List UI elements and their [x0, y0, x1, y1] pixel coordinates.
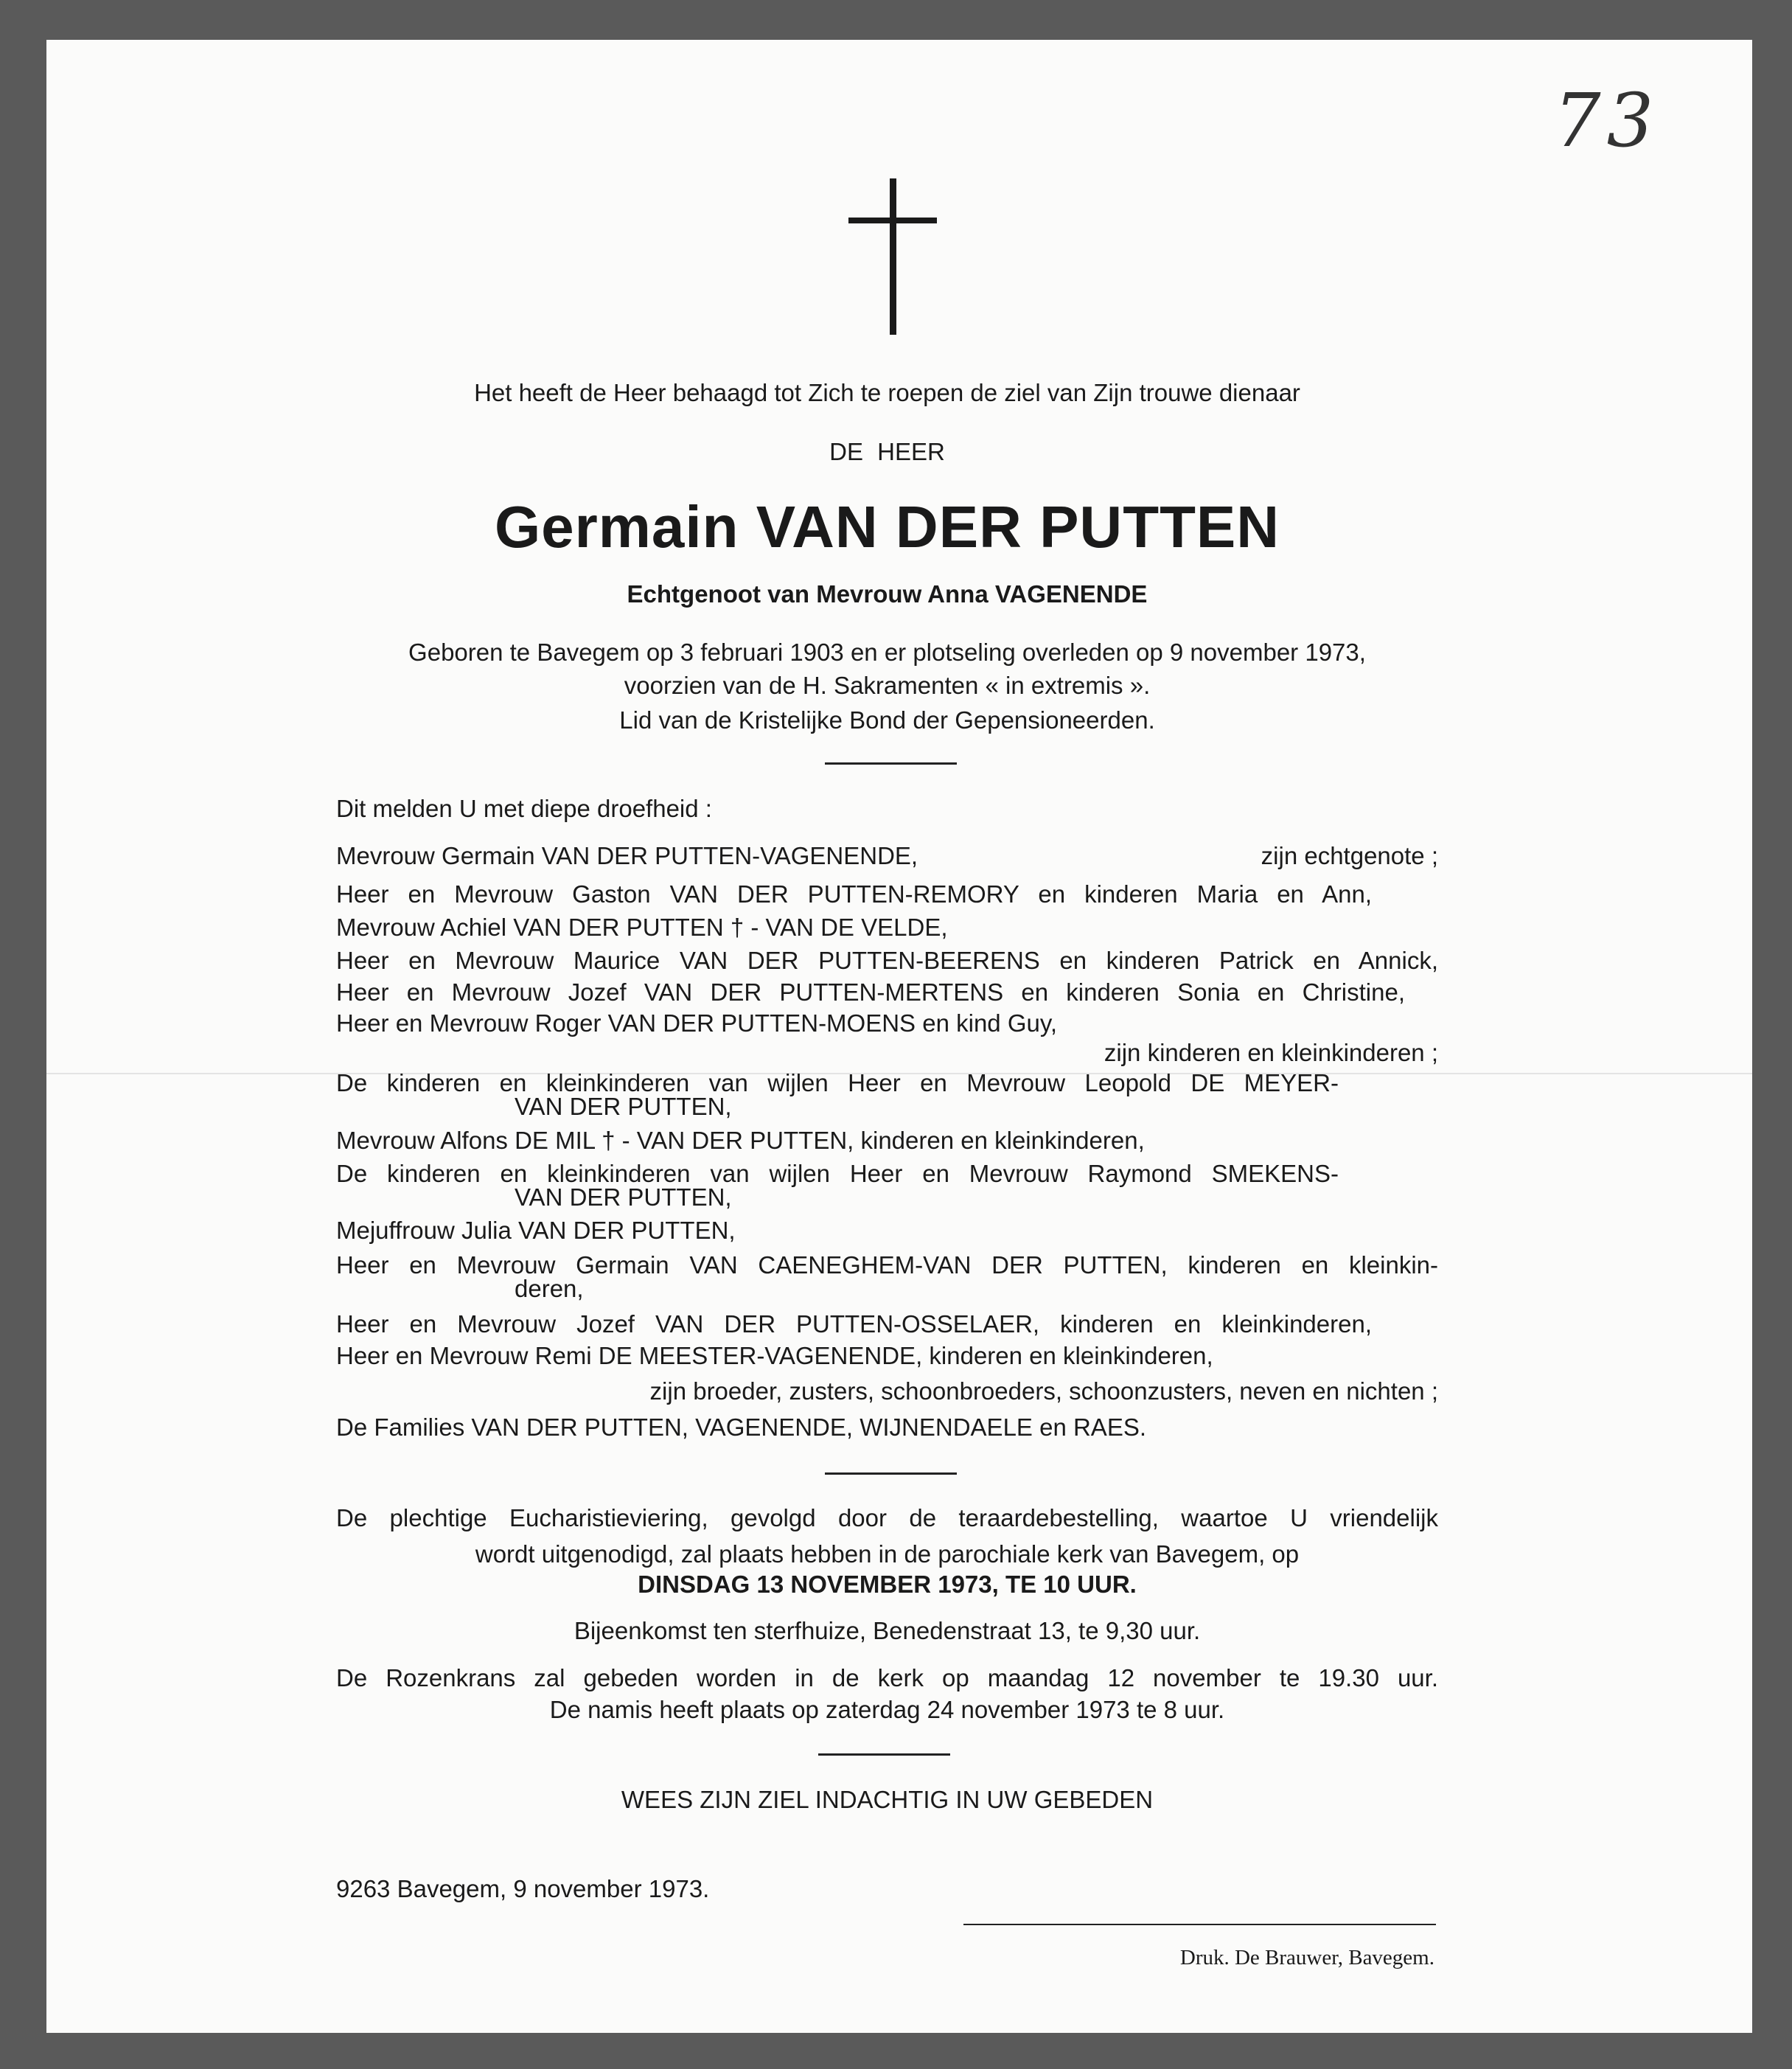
rosary-text: De Rozenkrans zal gebeden worden in de kerk op maandag 12 november te 19.30 uur. [336, 1664, 1438, 1691]
mourners-intro: Dit melden U met diepe droefheid : [336, 795, 712, 822]
mourner-child: Heer en Mevrouw Roger VAN DER PUTTEN-MOENS en kind Guy, [336, 1009, 1058, 1037]
mourner-sibling: Heer en Mevrouw Germain VAN CAENEGHEM-VAN DER PUTTEN, kinderen en kleinkin- [336, 1251, 1438, 1279]
handwritten-number: 73 [1554, 77, 1660, 164]
mourner-sibling: De kinderen en kleinkinderen van wijlen Heer en Mevrouw Raymond SMEKENS- [336, 1160, 1339, 1187]
mourner-sibling: Heer en Mevrouw Jozef VAN DER PUTTEN-OSSELAER, kinderen en kleinkinderen, [336, 1310, 1372, 1338]
mourner-sibling: VAN DER PUTTEN, [515, 1183, 732, 1211]
title-text: DE HEER [829, 438, 945, 465]
mourner-wife: Mevrouw Germain VAN DER PUTTEN-VAGENENDE, [336, 842, 918, 869]
divider [818, 1753, 950, 1756]
signature-line [963, 1924, 1436, 1925]
children-role: zijn kinderen en kleinkinderen ; [1104, 1039, 1438, 1066]
mourner-sibling: deren, [515, 1275, 584, 1302]
mourner-child: Mevrouw Achiel VAN DER PUTTEN † - VAN DE VELDE, [336, 914, 948, 941]
place-date: 9263 Bavegem, 9 november 1973. [336, 1875, 710, 1902]
intro-text: Het heeft de Heer behaagd tot Zich te roepen de ziel van Zijn trouwe dienaar [474, 379, 1300, 406]
closing-text: WEES ZIJN ZIEL INDACHTIG IN UW GEBEDEN [621, 1786, 1154, 1813]
deceased-name: Germain VAN DER PUTTEN [494, 494, 1280, 560]
service-text: wordt uitgenodigd, zal plaats hebben in de parochiale kerk van Bavegem, op [475, 1540, 1300, 1568]
service-date: DINSDAG 13 NOVEMBER 1973, TE 10 UUR. [638, 1571, 1137, 1598]
sacraments-text: voorzien van de H. Sakramenten « in extremis ». [624, 672, 1151, 699]
spouse-text: Echtgenoot van Mevrouw Anna VAGENENDE [627, 580, 1148, 608]
mourner-child: Heer en Mevrouw Maurice VAN DER PUTTEN-BEERENS en kinderen Patrick en Annick, [336, 947, 1438, 974]
printer-text: Druk. De Brauwer, Bavegem. [1179, 1946, 1434, 1969]
birth-death-text: Geboren te Bavegem op 3 februari 1903 en er plotseling overleden op 9 november 1973, [408, 639, 1366, 666]
wife-role: zijn echtgenote ; [1261, 842, 1438, 869]
families-text: De Families VAN DER PUTTEN, VAGENENDE, WIJNENDAELE en RAES. [336, 1413, 1147, 1441]
mourner-sibling: Heer en Mevrouw Remi DE MEESTER-VAGENENDE, kinderen en kleinkinderen, [336, 1342, 1213, 1369]
mourner-sibling: VAN DER PUTTEN, [515, 1093, 732, 1120]
mourner-sibling: De kinderen en kleinkinderen van wijlen Heer en Mevrouw Leopold DE MEYER- [336, 1069, 1339, 1096]
gathering-text: Bijeenkomst ten sterfhuize, Benedenstraat 13, te 9,30 uur. [573, 1617, 1201, 1644]
service-text: De plechtige Eucharistieviering, gevolgd door de teraardebestelling, waartoe U vriendelijk [336, 1504, 1438, 1531]
mourner-sibling: Mevrouw Alfons DE MIL † - VAN DER PUTTEN, kinderen en kleinkinderen, [336, 1127, 1145, 1154]
mourner-child: Heer en Mevrouw Jozef VAN DER PUTTEN-MERTENS en kinderen Sonia en Christine, [336, 978, 1405, 1006]
mass-text: De namis heeft plaats op zaterdag 24 november 1973 te 8 uur. [549, 1696, 1225, 1723]
divider [825, 1472, 957, 1475]
divider [825, 762, 957, 765]
siblings-role: zijn broeder, zusters, schoonbroeders, schoonzusters, neven en nichten ; [649, 1377, 1438, 1405]
mourner-child: Heer en Mevrouw Gaston VAN DER PUTTEN-REMORY en kinderen Maria en Ann, [336, 880, 1372, 908]
membership-text: Lid van de Kristelijke Bond der Gepensioneerden. [619, 706, 1155, 734]
mourner-sibling: Mejuffrouw Julia VAN DER PUTTEN, [336, 1217, 736, 1244]
